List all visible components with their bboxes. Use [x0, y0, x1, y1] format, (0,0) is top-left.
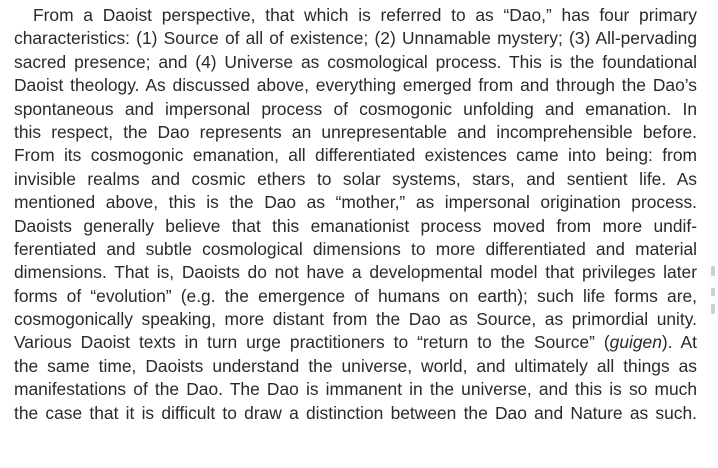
paragraph-line-16: the same time, Daoists understand the universe, world, and ultimately all things as	[14, 355, 697, 376]
paragraph-line-12: dimensions. That is, Daoists do not have a developmental model that privileges later	[14, 262, 697, 283]
paragraph-line-3: sacred presence; and (4) Universe as cosmological process. This is the foundational	[14, 51, 697, 72]
paragraph-line-14: cosmogonically speaking, more distant from the Dao as Source, as primordial unity.	[14, 309, 697, 330]
paragraph-line-8: invisible realms and cosmic ethers to solar systems, stars, and sentient life. As	[14, 168, 697, 189]
paragraph-line-4: Daoist theology. As discussed above, everything emerged from and through the Dao’s	[14, 75, 697, 96]
line-15-text-after: ). At	[661, 332, 697, 353]
paragraph-line-7: From its cosmogonic emanation, all differentiated existences came into being: from	[14, 145, 697, 166]
paragraph	[14, 4, 697, 425]
paragraph-line-2: characteristics: (1) Source of all of existence; (2) Unnamable mystery; (3) All-pervading	[14, 28, 697, 49]
edge-scroll-marks	[711, 258, 717, 318]
italic-term-guigen: guigen	[609, 332, 662, 353]
edge-mark-top	[711, 266, 715, 276]
paragraph-line-10: Daoists generally believe that this emanationist process moved from more undif-	[14, 215, 697, 236]
paragraph-line-6: this respect, the Dao represents an unrepresentable and incomprehensible before.	[14, 121, 697, 142]
line-15-text-before: Various Daoist texts in turn urge practitioners to “return to the Source” (	[14, 332, 610, 353]
paragraph-line-9: mentioned above, this is the Dao as “mother,” as impersonal origination process.	[14, 192, 697, 213]
paragraph-line-17: manifestations of the Dao. The Dao is immanent in the universe, and this is so much	[14, 379, 697, 400]
paragraph-line-15	[14, 331, 697, 354]
paragraph-line-11: ferentiated and subtle cosmological dimensions to more differentiated and material	[14, 238, 697, 259]
paragraph-line-5: spontaneous and impersonal process of cosmogonic unfolding and emanation. In	[14, 98, 697, 119]
paragraph-line-1: From a Daoist perspective, that which is referred to as “Dao,” has four primary	[33, 5, 697, 25]
paragraph-line-18: the case that it is difficult to draw a distinction between the Dao and Nature as such.	[14, 402, 697, 423]
paragraph-line-13: forms of “evolution” (e.g. the emergence of humans on earth); such life forms are,	[14, 285, 697, 306]
edge-mark-middle	[711, 288, 715, 296]
edge-mark-bottom	[711, 304, 715, 314]
